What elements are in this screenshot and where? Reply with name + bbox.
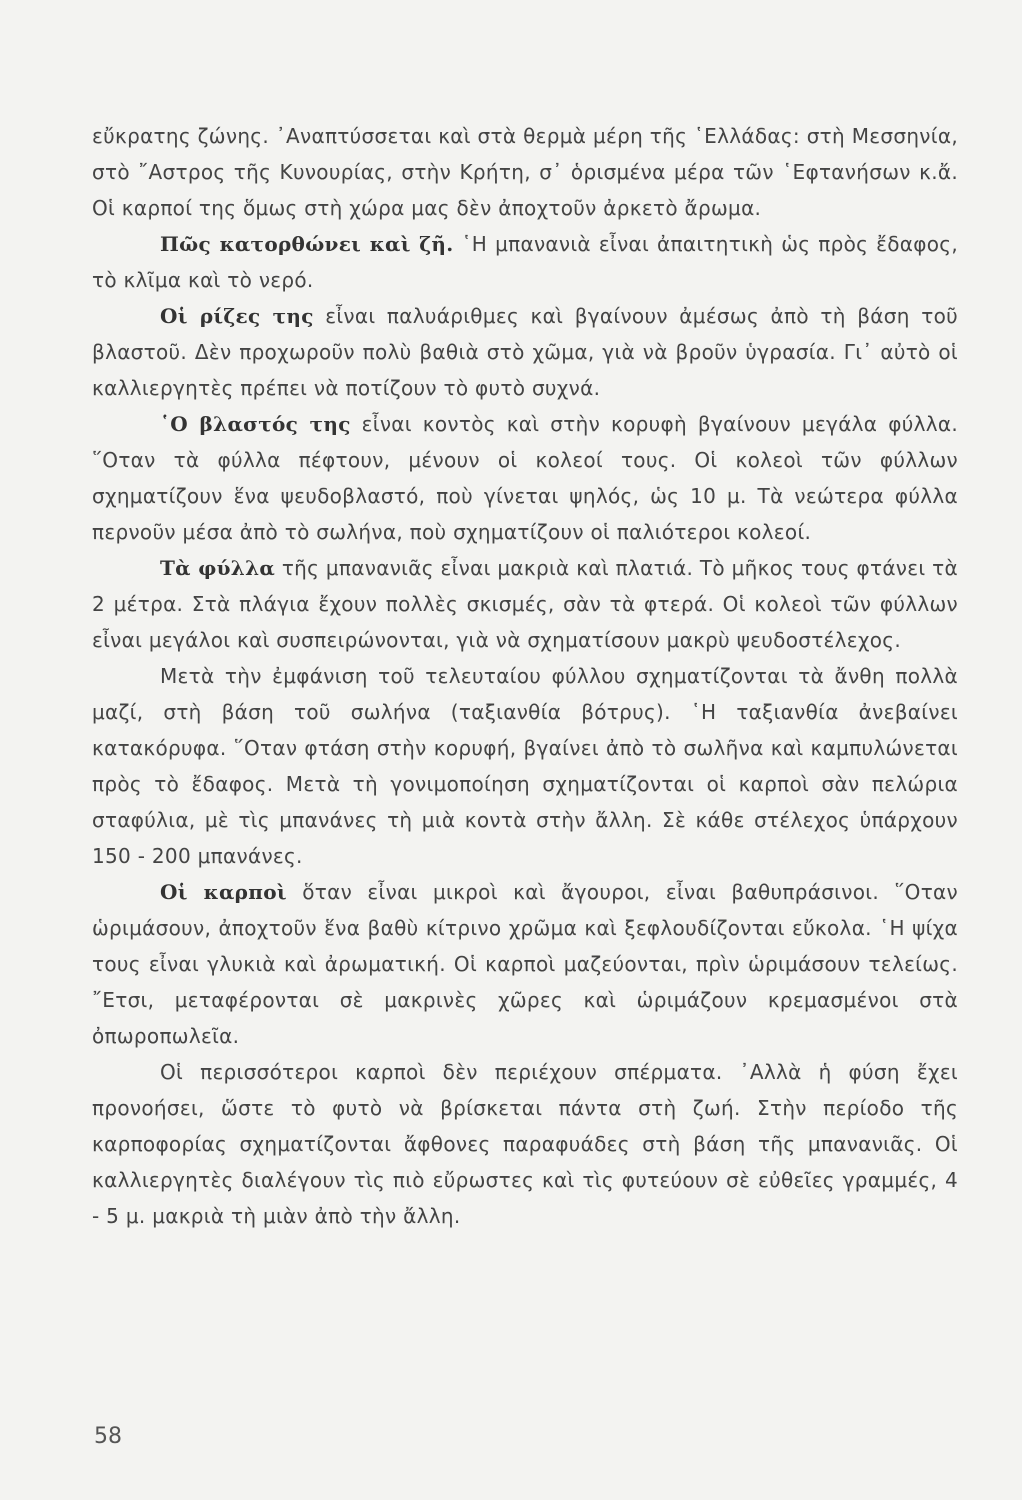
- paragraph-text: ῾Η μπανανιὰ εἶναι ἀπαιτητικὴ ὡς πρὸς ἔδαφος, τὸ κλῖμα καὶ τὸ νερό.: [92, 232, 958, 292]
- body-text: [92, 118, 958, 1234]
- paragraph-heading: Οἱ καρποὶ: [160, 880, 287, 904]
- paragraph-flowers: [92, 658, 958, 874]
- paragraph-propagation: [92, 1054, 958, 1234]
- paragraph-heading: Οἱ ρίζες της: [160, 304, 314, 328]
- paragraph-text: εἶναι παλυάριθμες καὶ βγαίνουν ἀμέσως ἀπὸ τὴ βάση τοῦ βλαστοῦ. Δὲν προχωροῦν πολὺ βαθιὰ στὸ χῶμα, γιὰ νὰ βροῦν ὑγρασία. Γι᾿ αὐτὸ οἱ καλλιεργητὲς πρέπει νὰ ποτίζουν τὸ φυτὸ συχνά.: [92, 304, 958, 400]
- paragraph-heading: ῾Ο βλαστός της: [160, 412, 351, 436]
- paragraph-heading: Πῶς κατορθώνει καὶ ζῆ.: [160, 232, 454, 256]
- paragraph-text: εἶναι κοντὸς καὶ στὴν κορυφὴ βγαίνουν μεγάλα φύλλα. ῞Οταν τὰ φύλλα πέφτουν, μένουν οἱ κολεοί τους. Οἱ κολεοὶ τῶν φύλλων σχηματίζουν ἕνα ψευδοβλαστό, ποὺ γίνεται ψηλός, ὡς 10 μ. Τὰ νεώτερα φύλλα περνοῦν μέσα ἀπὸ τὸ σωλήνα, ποὺ σχηματίζουν οἱ παλιότεροι κολεοί.: [92, 412, 959, 544]
- paragraph-roots: [92, 298, 958, 406]
- paragraph-text: Μετὰ τὴν ἐμφάνιση τοῦ τελευταίου φύλλου σχηματίζονται τὰ ἄνθη πολλὰ μαζί, στὴ βάση τοῦ σωλήνα (ταξιανθία βότρυς). ῾Η ταξιανθία ἀνεβαίνει κατακόρυφα. ῞Οταν φτάση στὴν κορυφή, βγαίνει ἀπὸ τὸ σωλῆνα καὶ καμπυλώνεται πρὸς τὸ ἔδαφος. Μετὰ τὴ γονιμοποίηση σχηματίζονται οἱ καρποὶ σὰν πελώρια σταφύλια, μὲ τὶς μπανάνες τὴ μιὰ κοντὰ στὴν ἄλλη. Σὲ κάθε στέλεχος ὑπάρχουν 150 - 200 μπανάνες.: [92, 664, 958, 868]
- paragraph-stem: [92, 406, 958, 550]
- paragraph-heading: Τὰ φύλλα: [160, 556, 276, 580]
- paragraph-fruits: [92, 874, 958, 1054]
- paragraph-text: εὔκρατης ζώνης. ᾿Αναπτύσσεται καὶ στὰ θερμὰ μέρη τῆς ῾Ελλάδας: στὴ Μεσσηνία, στὸ ῎Αστρος τῆς Κυνουρίας, στὴν Κρήτη, σ᾿ ὁρισμένα μέρα τῶν ῾Εφτανήσων κ.ἄ. Οἱ καρποί της ὅμως στὴ χώρα μας δὲν ἀποχτοῦν ἀρκετὸ ἄρωμα.: [92, 124, 958, 220]
- paragraph-leaves: [92, 550, 958, 658]
- paragraph-how-it-lives: [92, 226, 958, 298]
- paragraph-text: Οἱ περισσότεροι καρποὶ δὲν περιέχουν σπέρματα. ᾿Αλλὰ ἡ φύση ἔχει προνοήσει, ὥστε τὸ φυτὸ νὰ βρίσκεται πάντα στὴ ζωή. Στὴν περίοδο τῆς καρποφορίας σχηματίζονται ἄφθονες παραφυάδες στὴ βάση τῆς μπανανιᾶς. Οἱ καλλιεργητὲς διαλέγουν τὶς πιὸ εὔρωστες καὶ τὶς φυτεύουν σὲ εὐθεῖες γραμμές, 4 - 5 μ. μακριὰ τὴ μιὰν ἀπὸ τὴν ἄλλη.: [92, 1060, 958, 1228]
- paragraph-text: ὅταν εἶναι μικροὶ καὶ ἄγουροι, εἶναι βαθυπράσινοι. ῞Οταν ὡριμάσουν, ἀποχτοῦν ἕνα βαθὺ κίτρινο χρῶμα καὶ ξεφλουδίζονται εὔκολα. ῾Η ψίχα τους εἶναι γλυκιὰ καὶ ἀρωματική. Οἱ καρποὶ μαζεύονται, πρὶν ὡριμάσουν τελείως. ῎Ετσι, μεταφέρονται σὲ μακρινὲς χῶρες καὶ ὡριμάζουν κρεμασμένοι στὰ ὀπωροπωλεῖα.: [92, 880, 958, 1048]
- paragraph-intro: [92, 118, 958, 226]
- paragraph-text: τῆς μπανανιᾶς εἶναι μακριὰ καὶ πλατιά. Τὸ μῆκος τους φτάνει τὰ 2 μέτρα. Στὰ πλάγια ἔχουν πολλὲς σκισμές, σὰν τὰ φτερά. Οἱ κολεοὶ τῶν φύλλων εἶναι μεγάλοι καὶ συσπειρώνονται, γιὰ νὰ σχηματίσουν μακρὺ ψευδοστέλεχος.: [92, 556, 958, 652]
- page-number: 58: [94, 1424, 122, 1449]
